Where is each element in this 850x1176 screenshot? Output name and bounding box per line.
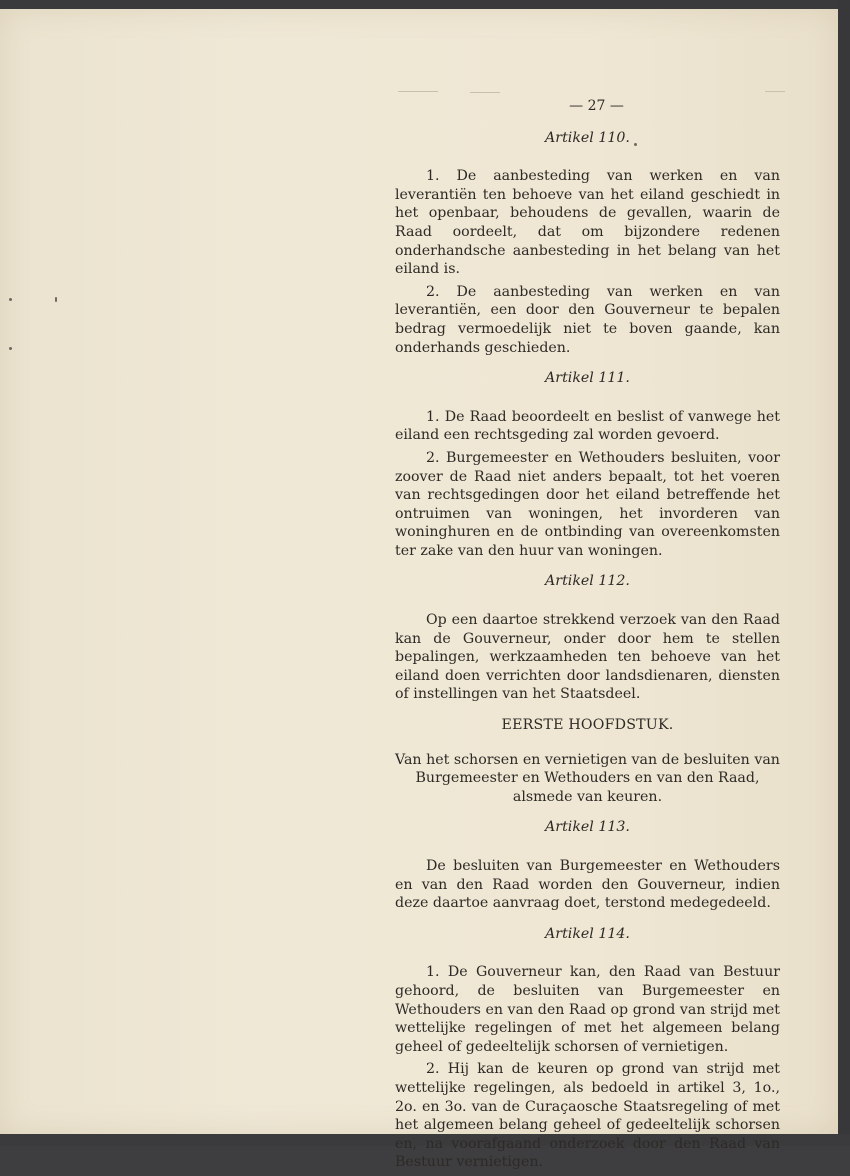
paragraph: De besluiten van Burgemeester en Wethouders en van den Raad worden den Gouverneur, indien deze daartoe aanvraag doet, terstond medegedeeld. (395, 858, 780, 912)
article-title: Artikel 112. (545, 573, 630, 590)
paragraph: 1. De aanbesteding van werken en van leverantiën ten behoeve van het eiland geschiedt in het openbaar, behoudens de gevallen, waarin de Raad oordeelt, dat om bijzondere redenen onderhandsche aanbesteding in het belang van het eiland is. (395, 168, 780, 278)
chapter-heading: EERSTE HOOFDSTUK. (501, 717, 674, 734)
paragraph: 1. De Gouverneur kan, den Raad van Bestuur gehoord, de besluiten van Burgemeester en Wethouders en van den Raad op grond van strijd met wettelijke regelingen of met het algemeen belang geheel of gedeeltelijk schorsen of vernietigen. (395, 964, 780, 1055)
binding-hole-mark (9, 298, 12, 301)
document-page (0, 9, 838, 1171)
paragraph: 1. De Raad beoordeelt en beslist of vanwege het eiland een rechtsgeding zal worden gevoerd. (395, 408, 780, 444)
binding-hole-mark (55, 297, 57, 302)
binding-hole-mark (9, 347, 12, 350)
article-title: Artikel 113. (545, 819, 630, 836)
article-title: Artikel 110. (545, 129, 630, 146)
chapter-subtitle: Van het schorsen en vernietigen van de besluiten van Burgemeester en Wethouders en van den Raad, alsmede van keuren. (395, 751, 780, 805)
scan-artifact-line (765, 91, 785, 92)
article-title: Artikel 114. (545, 925, 630, 942)
paragraph: 2. De aanbesteding van werken en van leverantiën, een door den Gouverneur te bepalen bedrag vermoedelijk niet te boven gaande, kan onderhands geschieden. (395, 283, 780, 356)
paragraph: Op een daartoe strekkend verzoek van den Raad kan de Gouverneur, onder door hem te stellen bepalingen, werkzaamheden ten behoeve van het eiland doen verrichten door landsdienaren, diensten of instellingen van het Staatsdeel. (395, 612, 780, 703)
text-column (395, 97, 780, 1176)
scan-frame-top (0, 0, 850, 9)
scan-artifact-line (398, 91, 438, 92)
scan-artifact-line (470, 92, 500, 93)
page-number: — 27 — (569, 98, 624, 114)
paragraph: 2. Hij kan de keuren op grond van strijd met wettelijke regelingen, als bedoeld in artikel 3, 1o., 2o. en 3o. van de Curaçaosche Staatsregeling of met het algemeen belang geheel of gedeeltelijk schorsen en, na voorafgaand onderzoek door den Raad van Bestuur vernietigen. (395, 1061, 780, 1171)
article-title: Artikel 111. (545, 370, 630, 387)
paragraph: 2. Burgemeester en Wethouders besluiten, voor zoover de Raad niet anders bepaalt, tot het voeren van rechtsgedingen door het eiland betreffende het ontruimen van woningen, het invorderen van woninghuren en de ontbinding van overeenkomsten ter zake van den huur van woningen. (395, 449, 780, 559)
scan-frame-right (838, 0, 850, 1146)
